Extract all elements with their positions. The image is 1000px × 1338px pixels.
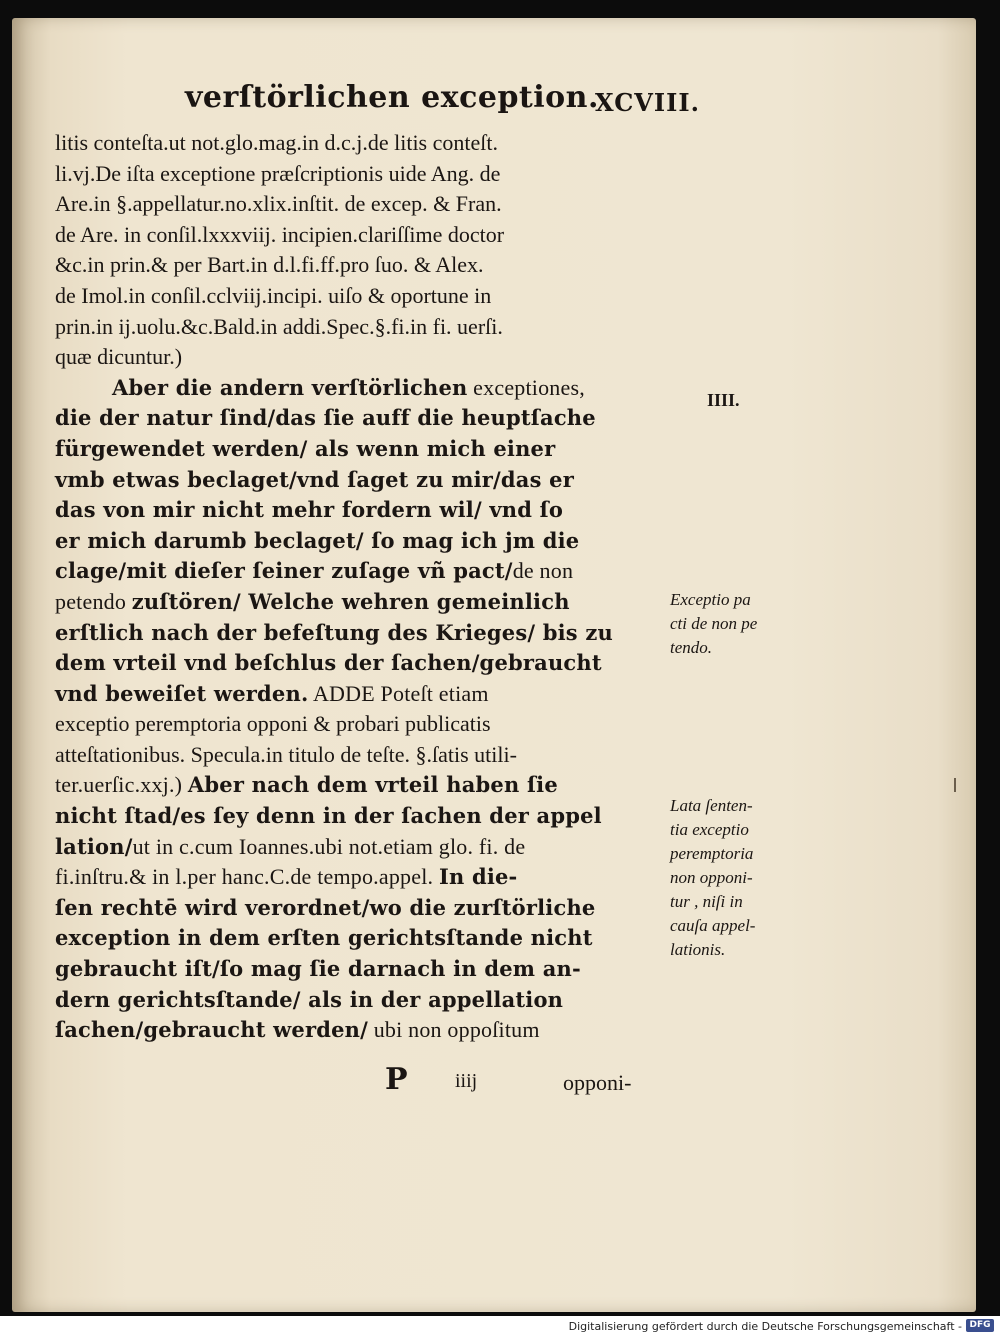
digitization-credit: Digitalisierung gefördert durch die Deutsche Forschungsgemeinschaft -: [568, 1320, 962, 1333]
line-text: Aber nach dem vrteil haben ſie: [187, 772, 558, 798]
main-text-column: [55, 128, 695, 1046]
text-line: [55, 954, 695, 985]
line-text: prin.in ij.uolu.&c.Bald.in addi.Spec.§.fi.in fi. uerſi.: [55, 313, 503, 339]
text-line: [55, 648, 695, 679]
marginal-note-line: tur , niſi in: [670, 892, 743, 911]
page-header: [185, 70, 700, 120]
line-text: ſachen/gebraucht werden/: [55, 1017, 369, 1043]
text-line: [55, 740, 695, 771]
marginal-note-lata-sententia: [670, 794, 755, 962]
line-text: quæ dicuntur.): [55, 344, 183, 370]
paragraph-number: IIII.: [707, 390, 740, 410]
latin-segment: petendo: [55, 588, 132, 614]
catchword: opponi-: [563, 1070, 632, 1095]
line-text: clage/mit dieſer ſeiner zuſage vñ pact/: [55, 558, 513, 584]
line-text: de Imol.in conſil.cclviij.incipi. uiſo & oportune in: [55, 282, 492, 308]
latin-segment: ut in c.cum Ioannes.ubi not.etiam glo. fi. de: [132, 833, 526, 859]
marginal-note-line: cti de non pe: [670, 614, 758, 633]
marginal-note-line: lationis.: [670, 940, 726, 959]
marginal-note-line: peremptoria: [670, 844, 754, 863]
dfg-logo: DFG: [966, 1319, 994, 1332]
line-text: gebraucht iſt/ſo mag ſie darnach in dem an-: [55, 956, 581, 982]
text-line: [55, 159, 695, 190]
line-text: li.vj.De iſta exceptione præſcriptionis uide Ang. de: [55, 160, 501, 186]
text-line: [55, 281, 695, 312]
page-signature: [385, 1062, 685, 1102]
text-line: [55, 770, 695, 801]
line-text: das von mir nicht mehr fordern wil/ vnd ſo: [55, 497, 564, 523]
line-text: lation/: [55, 833, 133, 859]
marginal-note-line: tendo.: [670, 638, 713, 657]
page-edge-mark: [954, 778, 956, 792]
text-line: [55, 526, 695, 557]
line-text: &c.in prin.& per Bart.in d.l.fi.ff.pro ſuo. & Alex.: [55, 252, 484, 278]
text-line: [55, 250, 695, 281]
text-line: [55, 985, 695, 1016]
line-text: exceptio peremptoria opponi & probari publicatis: [55, 711, 491, 737]
text-line: [55, 923, 695, 954]
folio-number: XCVIII.: [595, 88, 700, 117]
line-text: de Are. in conſil.lxxxviij. incipien.clariſſime doctor: [55, 221, 505, 247]
line-text: In die-: [438, 864, 518, 890]
line-text: die der natur ſind/das ſie auff die heuptſache: [55, 405, 596, 431]
marginal-note-line: cauſa appel-: [670, 916, 756, 935]
marginal-note-line: non opponi-: [670, 868, 753, 887]
text-line: [55, 495, 695, 526]
latin-segment: de non: [512, 558, 574, 584]
line-text: dem vrteil vnd beſchlus der ſachen/gebraucht: [55, 650, 602, 676]
text-line: [55, 128, 695, 159]
latin-segment: ADDE Poteſt etiam: [308, 680, 489, 706]
latin-segment: fi.inſtru.& in l.per hanc.C.de tempo.appel.: [55, 864, 439, 890]
text-line: [55, 373, 695, 404]
text-line: [55, 342, 695, 373]
line-text: erſtlich nach der befeſtung des Krieges/ bis zu: [55, 619, 613, 645]
text-line: [55, 465, 695, 496]
line-text: nicht ſtad/es ſey denn in der ſachen der appel: [55, 803, 602, 829]
latin-segment: ubi non oppoſitum: [368, 1017, 540, 1043]
line-text: zuſtören/ Welche wehren gemeinlich: [131, 588, 570, 614]
text-line: [55, 801, 695, 832]
line-text: ſen rechtē wird verordnet/wo die zurſtörliche: [55, 894, 596, 920]
line-text: vnd beweiſet werden.: [55, 680, 309, 706]
text-line: [55, 587, 695, 618]
running-title: verſtörlichen exception.: [185, 80, 599, 115]
text-line: [55, 679, 695, 710]
latin-segment: ter.uerſic.xxj.): [55, 772, 188, 798]
text-line: [55, 709, 695, 740]
text-line: [55, 618, 695, 649]
text-line: [55, 893, 695, 924]
line-text: Are.in §.appellatur.no.xlix.inſtit. de excep. & Fran.: [55, 191, 502, 217]
text-line: [55, 1015, 695, 1046]
text-line: [55, 434, 695, 465]
line-text: er mich darumb beclaget/ ſo mag ich jm die: [55, 527, 580, 553]
line-text: fürgewendet werden/ als wenn mich einer: [55, 435, 556, 461]
line-text: dern gerichtsſtande/ als in der appellation: [55, 986, 564, 1012]
text-line: [55, 312, 695, 343]
marginal-note-line: tia exceptio: [670, 820, 749, 839]
line-text: litis conteſta.ut not.glo.mag.in d.c.j.de litis conteſt.: [55, 130, 498, 155]
text-line: [55, 220, 695, 251]
signature-number: iiij: [455, 1070, 478, 1092]
line-text: atteſtationibus. Specula.in titulo de teſte. §.ſatis utili-: [55, 741, 517, 767]
marginal-note-line: Lata ſenten-: [670, 796, 753, 815]
line-text: exception in dem erſten gerichtsſtande nicht: [55, 925, 593, 951]
signature-letter: P: [385, 1062, 408, 1097]
marginal-note-line: Exceptio pa: [670, 590, 751, 609]
line-text: Aber die andern verſtörlichen: [112, 374, 468, 400]
text-line: [55, 403, 695, 434]
text-line: [55, 556, 695, 587]
text-line: [55, 832, 695, 863]
latin-segment: exceptiones,: [467, 374, 585, 400]
marginal-note-exceptio-pacti: [670, 588, 757, 660]
text-line: [55, 189, 695, 220]
text-line: [55, 862, 695, 893]
line-text: vmb etwas beclaget/vnd ſaget zu mir/das er: [55, 466, 574, 492]
